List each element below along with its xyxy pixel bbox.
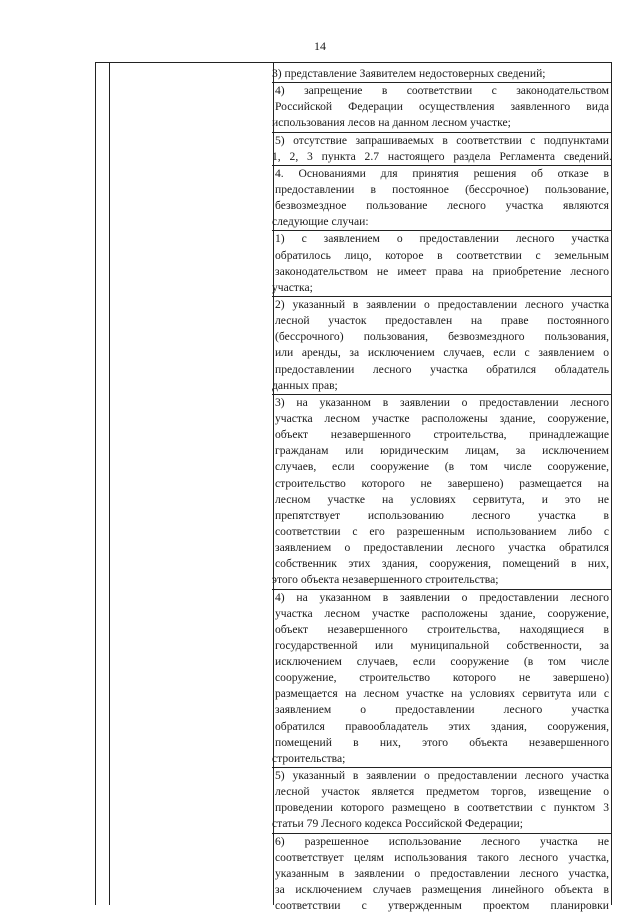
text-line: предоставлении в постоянное (бессрочное) пользование,: [275, 182, 609, 196]
text-line: участка;: [272, 280, 612, 297]
page-number: 14: [314, 39, 326, 53]
text-line: исключением случаев, если сооружение (в том числе: [275, 655, 609, 669]
text-line: 4. Основаниями для принятия решения об отказе в: [275, 166, 609, 180]
text-line: проведении которого размещено в соответствии с пунктом 3: [275, 801, 609, 815]
text-line: 1, 2, 3 пункта 2.7 настоящего раздела Регламента сведений.: [272, 149, 612, 166]
text-line: участка лесном участке расположены здание, сооружение,: [275, 606, 609, 620]
text-line: препятствует использованию лесного участка в: [275, 508, 609, 522]
text-line: (бессрочного) пользования, безвозмездного пользования,: [275, 330, 609, 344]
text-line: собственник этих здания, сооружения, помещений в них,: [275, 557, 609, 571]
text-line: 5) отсутствие запрашиваемых в соответствии с подпунктами: [275, 133, 609, 147]
text-line: участка лесном участке расположены здание, сооружение,: [275, 411, 609, 425]
text-line: случаев, если сооружение (в том числе сооружение,: [275, 460, 609, 474]
text-line: использования лесов на данном лесном участке;: [272, 115, 612, 132]
text-line: соответствии с утвержденным проектом планировки: [275, 899, 609, 913]
text-line: безвозмездное пользование лесного участка являются: [275, 199, 609, 213]
regulation-text-cell: [272, 66, 612, 914]
text-line: объект незавершенного строительства, принадлежащие: [275, 428, 609, 442]
text-line: государственной или муниципальной собственности, за: [275, 638, 609, 652]
text-line: 5) указанный в заявлении о предоставлении лесного участка: [275, 769, 609, 783]
text-line: соответствует целям использования такого лесного участка,: [275, 850, 609, 864]
text-line: гражданам или юридическим лицам, за исключением: [275, 444, 609, 458]
text-line: лесном участке на условиях сервитута, и это не: [275, 492, 609, 506]
text-line: заявлением о предоставлении лесного участка обратился: [275, 541, 609, 555]
text-line: 3) на указанном в заявлении о предоставлении лесного: [275, 395, 609, 409]
text-line: строительства;: [272, 751, 612, 768]
text-line: 4) запрещение в соответствии с законодательством: [275, 84, 609, 98]
text-line: лесной участок предоставлен на праве постоянного: [275, 314, 609, 328]
text-line: обратилось лицо, которое в соответствии с земельным: [275, 248, 609, 262]
text-line: размещается на лесном участке на условиях сервитута или с: [275, 687, 609, 701]
text-line: 4) на указанном в заявлении о предоставлении лесного: [275, 590, 609, 604]
table-column-divider: [109, 63, 110, 905]
text-line: заявлением о предоставлении лесного участка: [275, 703, 609, 717]
text-line: за исключением случаев размещения линейного объекта в: [275, 883, 609, 897]
text-line: этого объекта незавершенного строительства;: [272, 572, 612, 589]
text-line: сооружение, строительство которого не завершено): [275, 671, 609, 685]
text-line: Российской Федерации осуществления заявленного вида: [275, 100, 609, 114]
text-line: данных прав;: [272, 378, 612, 395]
text-line: 1) с заявлением о предоставлении лесного участка: [275, 232, 609, 246]
text-line: обратился правообладатель этих здания, сооружения,: [275, 719, 609, 733]
text-line: 2) указанный в заявлении о предоставлении лесного участка: [275, 297, 609, 311]
table-column-divider: [273, 63, 274, 905]
text-line: строительство которого не завершено) размещается на: [275, 476, 609, 490]
text-line: законодательством не имеет права на приобретение лесного: [275, 264, 609, 278]
text-line: объект незавершенного строительства, находящиеся в: [275, 622, 609, 636]
text-line: статьи 79 Лесного кодекса Российской Федерации;: [272, 816, 612, 833]
text-line: предоставлении лесного участка обратился обладатель: [275, 362, 609, 376]
text-line: следующие случаи:: [272, 214, 612, 231]
text-line: лесной участок является предметом торгов, извещение о: [275, 785, 609, 799]
text-line: соответствии с его разрешенным использованием либо с: [275, 524, 609, 538]
text-line: или аренды, за исключением случаев, если с заявлением о: [275, 346, 609, 360]
text-line: 6) разрешенное использование лесного участка не: [275, 834, 609, 848]
text-line: 3) представление Заявителем недостоверных сведений;: [272, 66, 612, 83]
text-line: помещений в них, этого объекта незавершенного: [275, 735, 609, 749]
text-line: указанным в заявлении о предоставлении лесного участка,: [275, 866, 609, 880]
